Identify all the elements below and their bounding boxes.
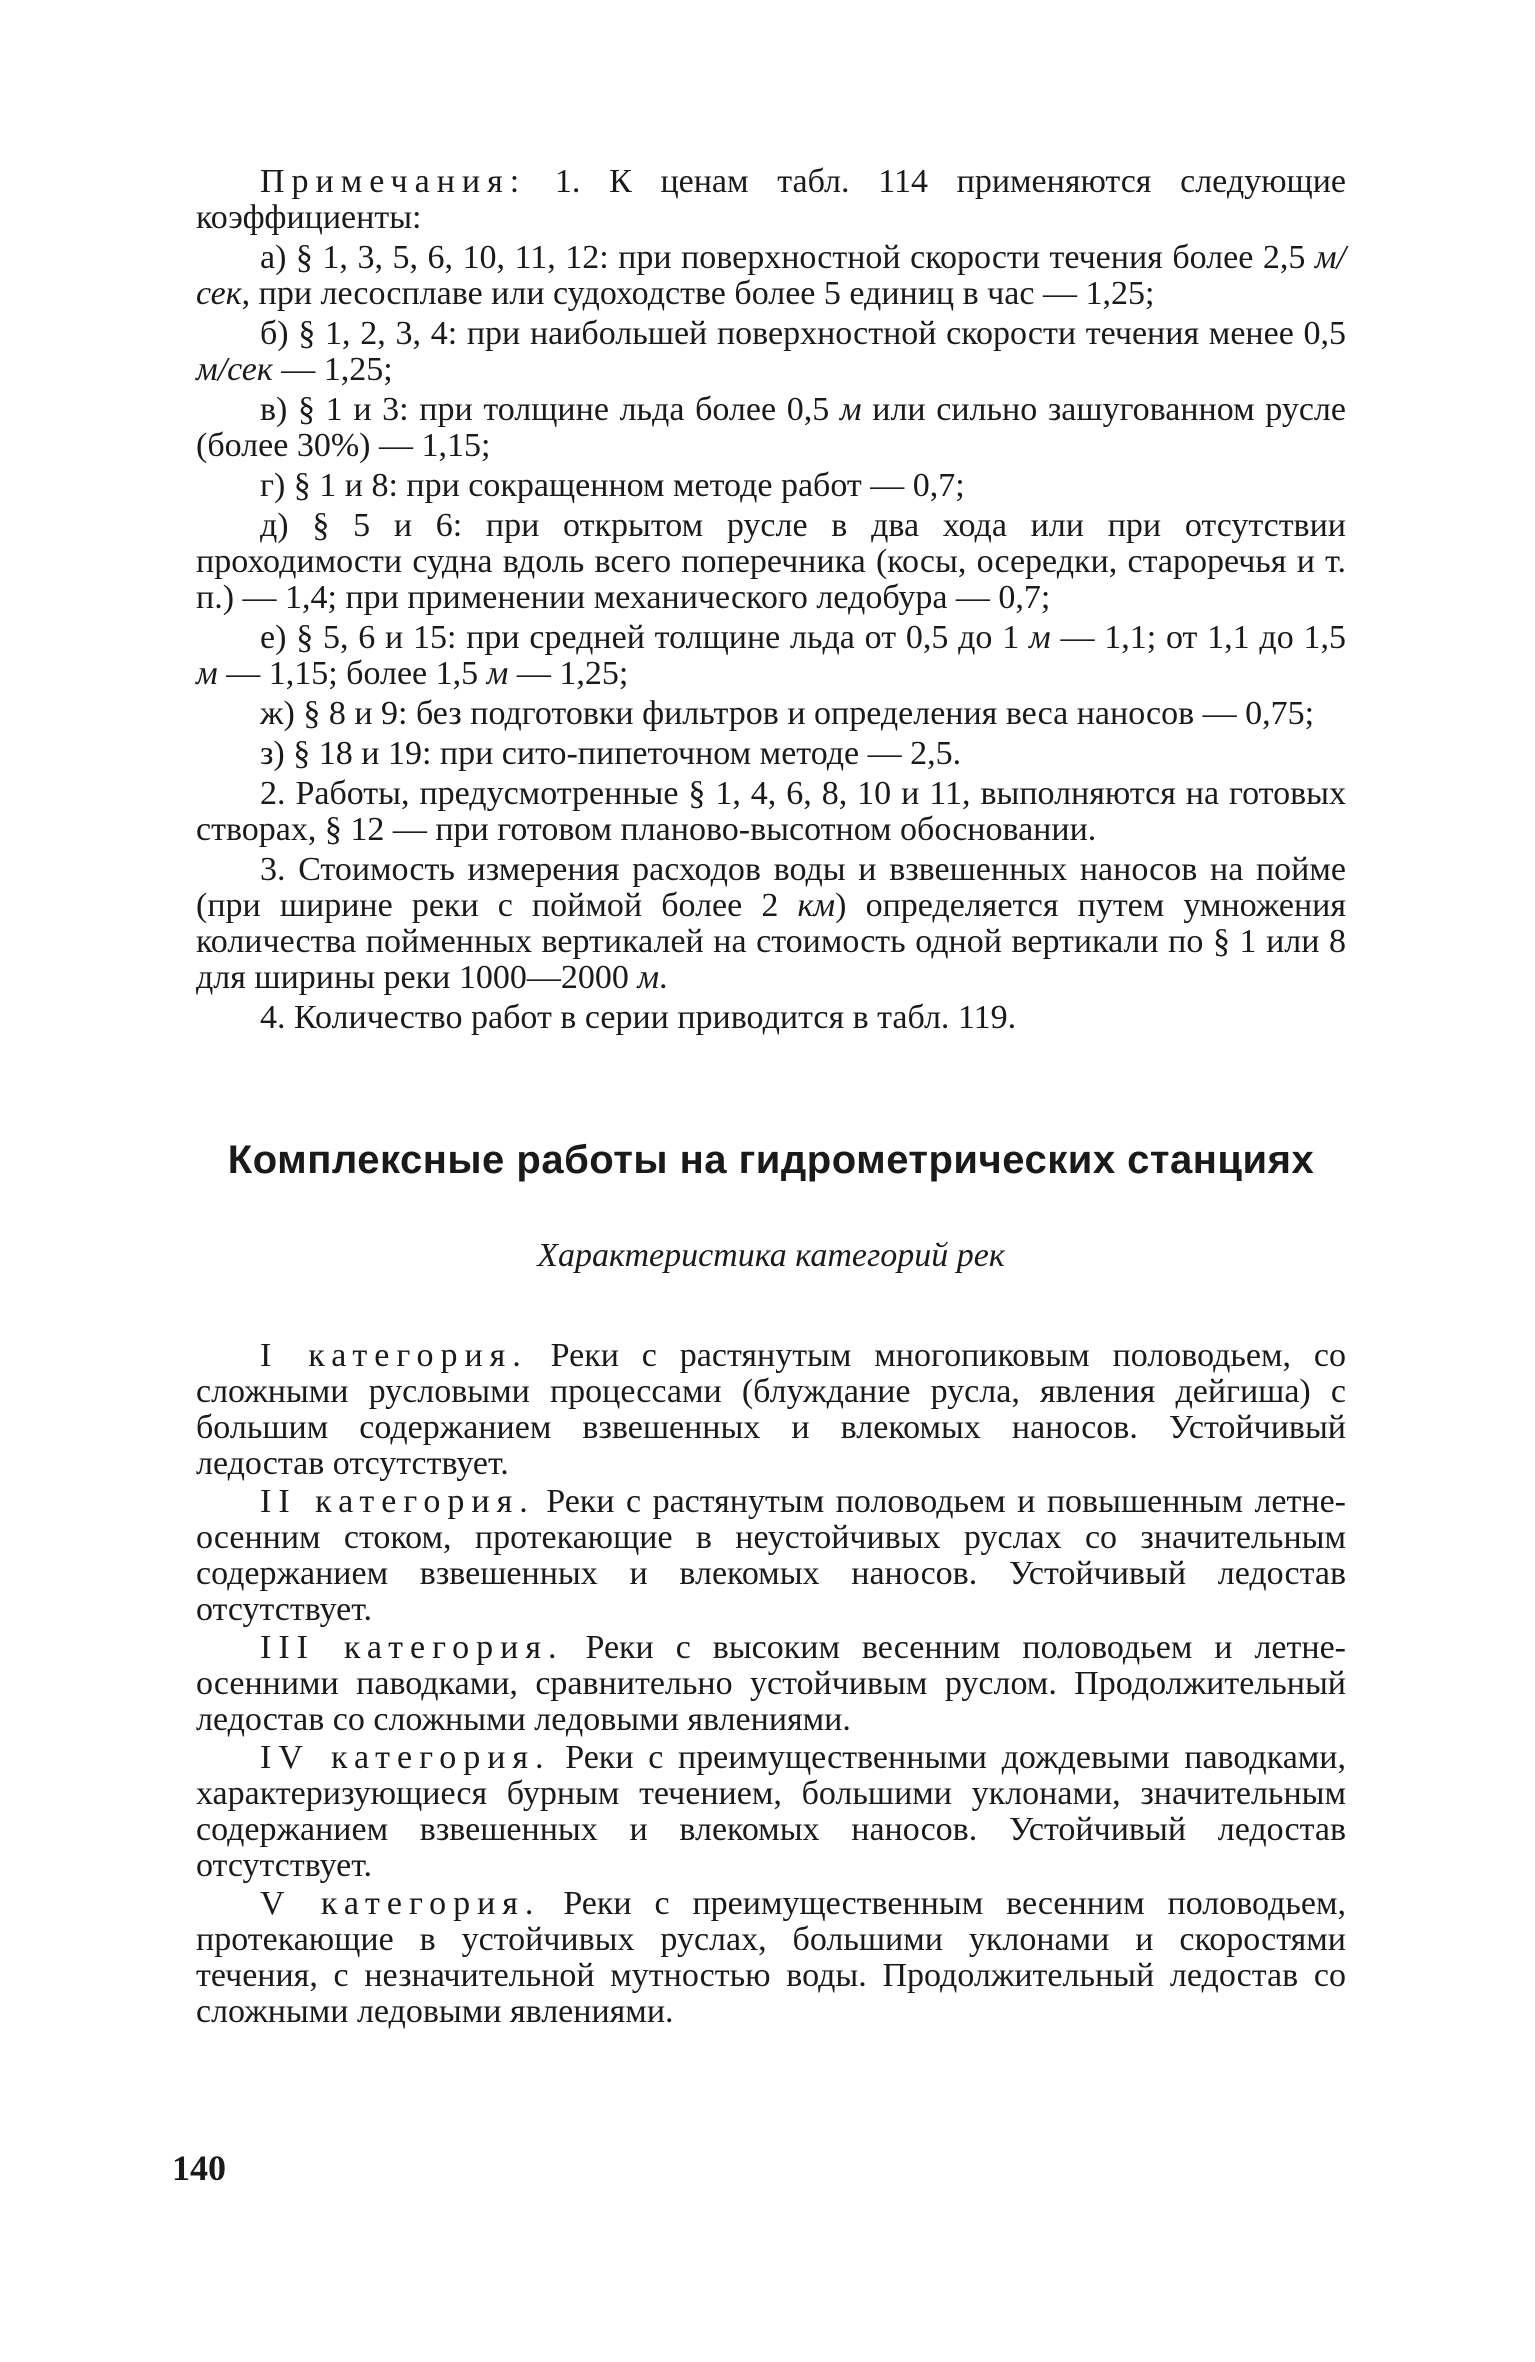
note-2: 2. Работы, предусмотренные § 1, 4, 6, 8, 10 и 11, выполняются на готовых створах, § 12 — при готовом планово-высотном обосновании. — [196, 775, 1346, 848]
note-item-text: а) § 1, 3, 5, 6, 10, 11, 12: при поверхностной скорости течения более 2,5 — [260, 239, 1315, 276]
note-item-text: — 1,25; — [508, 655, 629, 692]
section-title: Комплексные работы на гидрометрических станциях — [227, 1138, 1315, 1182]
note-item-e — [196, 620, 1346, 692]
note-3-unit: км — [797, 887, 836, 924]
note-item-unit: м/сек — [196, 351, 273, 388]
category-paragraph — [196, 1630, 1346, 1738]
note-4: 4. Количество работ в серии приводится в табл. 119. — [260, 999, 1017, 1036]
note-3-text: . — [659, 959, 668, 996]
note-item-z: з) § 18 и 19: при сито-пипеточном методе — 2,5. — [260, 735, 962, 772]
note-item-text: б) § 1, 2, 3, 4: при наибольшей поверхностной скорости течения менее 0,5 — [260, 315, 1346, 352]
note-item-b — [196, 316, 1346, 388]
note-item-text: или сильно зашугованном русле (более 30%) — 1,15; — [196, 391, 1346, 464]
note-item-text: — 1,1; от 1,1 до 1,5 — [1050, 619, 1346, 656]
page-body — [196, 164, 1346, 2032]
note-item-text: , при лесосплаве или судоходстве более 5 единиц в час — 1,25; — [241, 275, 1155, 312]
section-subtitle: Характеристика категорий рек — [537, 1237, 1005, 1274]
category-text: Реки с высоким весенним половодьем и летне-осенними паводками, сравнительно устойчивым руслом. Продолжительный ледостав со сложными ледовыми явлениями. — [196, 1629, 1346, 1738]
category-text: Реки с преимущественными дождевыми паводками, характеризующиеся бурным течением, большими уклонами, значительным содержанием взвешенных и влекомых наносов. Устойчивый ледостав отсутствует. — [196, 1739, 1346, 1884]
category-label: II категория. — [260, 1483, 535, 1520]
note-3-text: 3. Стоимость измерения расходов воды и взвешенных наносов на пойме (при ширине реки с поймой более 2 — [196, 851, 1346, 924]
note-item-text: — 1,15; более 1,5 — [217, 655, 487, 692]
note-3-text: ) определяется путем умножения количества пойменных вертикалей на стоимость одной вертикали по § 1 или 8 для ширины реки 1000—2000 — [196, 887, 1346, 996]
category-text: Реки с растянутым половодьем и повышенным летне-осенним стоком, протекающие в неустойчивых руслах со значительным содержанием взвешенных и влекомых наносов. Устойчивый ледостав отсутствует. — [196, 1483, 1346, 1628]
category-paragraph — [196, 1338, 1346, 1482]
note-item-unit: м — [196, 655, 218, 692]
note-item-unit: м — [1028, 619, 1051, 656]
notes-block — [196, 164, 1346, 1036]
note-item-g: г) § 1 и 8: при сокращенном методе работ — 0,7; — [260, 467, 965, 504]
category-paragraph — [196, 1740, 1346, 1884]
categories-block — [196, 1338, 1346, 2030]
category-paragraph — [196, 1484, 1346, 1628]
category-label: IV категория. — [260, 1739, 551, 1776]
note-item-text: — 1,25; — [272, 351, 393, 388]
note-item-text: е) § 5, 6 и 15: при средней толщине льда от 0,5 до 1 — [260, 619, 1029, 656]
note-item-a — [196, 240, 1346, 312]
category-text: Реки с преимущественным весенним половодьем, протекающие в устойчивых руслах, большими уклонами и скоростями течения, с незначительной мутностью воды. Продолжительный ледостав со сложными ледовыми явлениями. — [196, 1885, 1346, 2030]
note-item-zh: ж) § 8 и 9: без подготовки фильтров и определения веса наносов — 0,75; — [260, 695, 1315, 732]
category-label: I категория. — [260, 1337, 528, 1374]
notes-intro — [196, 164, 1346, 236]
note-3 — [196, 852, 1346, 996]
note-3-unit: м — [637, 959, 660, 996]
category-label: V категория. — [260, 1885, 541, 1922]
category-text: Реки с растянутым многопиковым половодьем, со сложными русловыми процессами (блуждание русла, явления дейгиша) с большим содержанием взвешенных и влекомых наносов. Устойчивый ледостав отсутствует. — [196, 1337, 1346, 1482]
note-item-unit: м — [839, 391, 862, 428]
note-item-d: д) § 5 и 6: при открытом русле в два хода или при отсутствии проходимости судна вдоль всего поперечника (косы, осередки, староречья и т. п.) — 1,4; при применении механического ледобура — 0,7; — [196, 507, 1346, 616]
note-item-text: в) § 1 и 3: при толщине льда более 0,5 — [260, 391, 840, 428]
notes-intro-text: 1. К ценам табл. 114 применяются следующие коэффициенты: — [196, 163, 1346, 236]
note-item-unit: м/сек — [196, 239, 1346, 312]
notes-label: Примечания: — [260, 163, 527, 200]
page-number: 140 — [172, 2148, 226, 2188]
category-paragraph — [196, 1886, 1346, 2030]
note-item-unit: м — [486, 655, 509, 692]
note-item-v — [196, 392, 1346, 464]
category-label: III категория. — [260, 1629, 564, 1666]
